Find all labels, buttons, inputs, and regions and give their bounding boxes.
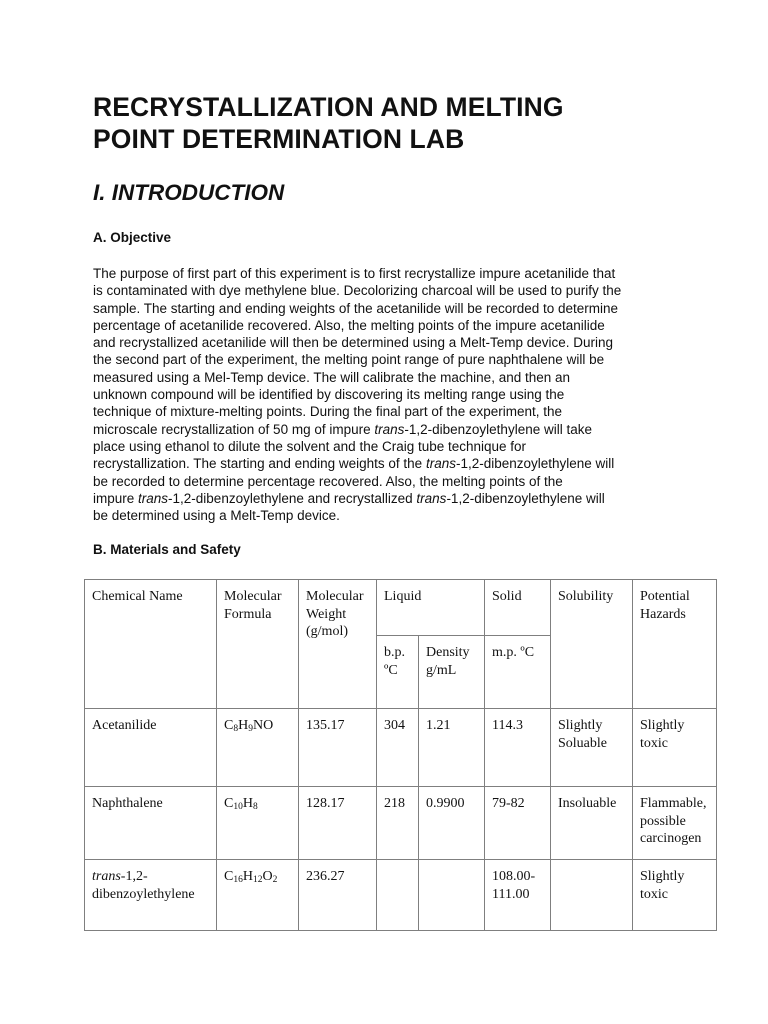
cell-molecular-weight: 135.17 <box>299 709 377 787</box>
cell-density: 1.21 <box>419 709 485 787</box>
table-row <box>85 860 717 931</box>
header-liquid: Liquid <box>377 580 485 636</box>
cell-solubility: Slightly Soluable <box>551 709 633 787</box>
paragraph-line <box>93 455 683 472</box>
cell-solubility <box>551 860 633 931</box>
cell-solubility: Insoluable <box>551 787 633 860</box>
paragraph-line: be recorded to determine percentage recovered. Also, the melting points of the <box>93 473 563 489</box>
formula-subscript: 2 <box>272 875 278 885</box>
text-segment: impure <box>93 490 139 506</box>
formula-part: O <box>262 869 273 884</box>
paragraph-line: unknown compound will be identified by discovering its melting range using the <box>93 387 565 403</box>
paragraph-line: sample. The starting and ending weights of the acetanilide will be recorded to determine <box>93 300 619 316</box>
formula-part: H <box>242 869 253 884</box>
name-rest: -1,2- dibenzoylethylene <box>92 869 195 902</box>
italic-trans: trans <box>374 421 405 437</box>
paragraph-line: and recrystallized acetanilide will then be determined using a Melt-Temp device. During <box>93 335 614 351</box>
cell-chemical-name: Acetanilide <box>85 709 217 787</box>
paragraph-line: percentage of acetanilide recovered. Also, the melting points of the impure acetanilide <box>93 317 605 333</box>
formula-subscript: 12 <box>252 875 263 885</box>
cell-melting-point: 79-82 <box>485 787 551 860</box>
section-heading-introduction: I. INTRODUCTION <box>93 180 285 205</box>
header-solubility: Solubility <box>551 580 633 709</box>
formula-part: C <box>224 796 234 811</box>
cell-density <box>419 860 485 931</box>
formula-subscript: 8 <box>252 802 258 812</box>
header-molecular-weight: Molecular Weight (g/mol) <box>299 580 377 709</box>
text-segment: microscale recrystallization of 50 mg of impure <box>93 421 375 437</box>
cell-formula <box>217 860 299 931</box>
text-segment: -1,2-dibenzoylethylene will <box>455 456 615 472</box>
formula-part: C <box>224 869 234 884</box>
objective-paragraph <box>93 265 683 524</box>
paragraph-line: The purpose of first part of this experiment is to first recrystallize impure acetanilide that <box>93 266 616 281</box>
italic-trans: trans <box>92 869 121 884</box>
cell-boiling-point <box>377 860 419 931</box>
title-line-2: POINT DETERMINATION LAB <box>93 124 465 154</box>
italic-trans: trans <box>416 490 447 506</box>
formula-part: NO <box>252 718 274 733</box>
cell-chemical-name: Naphthalene <box>85 787 217 860</box>
cell-boiling-point: 304 <box>377 709 419 787</box>
cell-hazards: Flammable, possible carcinogen <box>633 787 717 860</box>
header-potential-hazards: Potential Hazards <box>633 580 717 709</box>
header-boiling-point: b.p. ºC <box>377 636 419 709</box>
formula-subscript: 10 <box>233 802 243 812</box>
table-row <box>85 709 717 787</box>
formula-part: H <box>238 718 249 733</box>
cell-formula <box>217 787 299 860</box>
formula-subscript: 9 <box>248 724 253 734</box>
text-segment: recrystallization. The starting and ending weights of the <box>93 456 426 472</box>
materials-heading: B. Materials and Safety <box>93 542 241 557</box>
cell-formula <box>217 709 299 787</box>
header-solid: Solid <box>485 580 551 636</box>
text-segment: -1,2-dibenzoylethylene and recrystallized <box>168 490 417 506</box>
formula-subscript: 8 <box>233 724 239 734</box>
formula-subscript: 16 <box>233 875 243 885</box>
paragraph-line: place using ethanol to dilute the solvent and the Craig tube technique for <box>93 438 527 454</box>
paragraph-line: technique of mixture-melting points. During the final part of the experiment, the <box>93 404 562 420</box>
document-title <box>93 91 733 155</box>
paragraph-line: the second part of the experiment, the melting point range of pure naphthalene will be <box>93 352 605 368</box>
cell-hazards: Slightly toxic <box>633 860 717 931</box>
paragraph-line: measured using a Mel-Temp device. The will calibrate the machine, and then an <box>93 369 571 385</box>
text-segment: -1,2-dibenzoylethylene will take <box>404 421 592 437</box>
italic-trans: trans <box>425 456 456 472</box>
header-density: Density g/mL <box>419 636 485 709</box>
italic-trans: trans <box>138 490 169 506</box>
cell-hazards: Slightly toxic <box>633 709 717 787</box>
cell-density: 0.9900 <box>419 787 485 860</box>
cell-molecular-weight: 128.17 <box>299 787 377 860</box>
objective-heading: A. Objective <box>93 230 172 245</box>
header-molecular-formula: Molecular Formula <box>217 580 299 709</box>
materials-table <box>84 579 717 931</box>
formula-part: C <box>224 718 234 733</box>
paragraph-line <box>93 421 683 438</box>
formula-part: H <box>242 796 253 811</box>
text-segment: -1,2-dibenzoylethylene will <box>446 490 605 506</box>
title-line-1: RECRYSTALLIZATION AND MELTING <box>93 92 564 122</box>
table-row <box>85 787 717 860</box>
table-header-row <box>85 580 717 636</box>
paragraph-line <box>93 490 683 507</box>
cell-molecular-weight: 236.27 <box>299 860 377 931</box>
header-melting-point: m.p. ºC <box>485 636 551 709</box>
paragraph-line: be determined using a Melt-Temp device. <box>93 508 340 524</box>
cell-melting-point: 114.3 <box>485 709 551 787</box>
cell-melting-point: 108.00- 111.00 <box>485 860 551 931</box>
header-chemical-name: Chemical Name <box>85 580 217 709</box>
cell-boiling-point: 218 <box>377 787 419 860</box>
paragraph-line: is contaminated with dye methylene blue. Decolorizing charcoal will be used to purify the <box>93 283 622 299</box>
cell-chemical-name <box>85 860 217 931</box>
